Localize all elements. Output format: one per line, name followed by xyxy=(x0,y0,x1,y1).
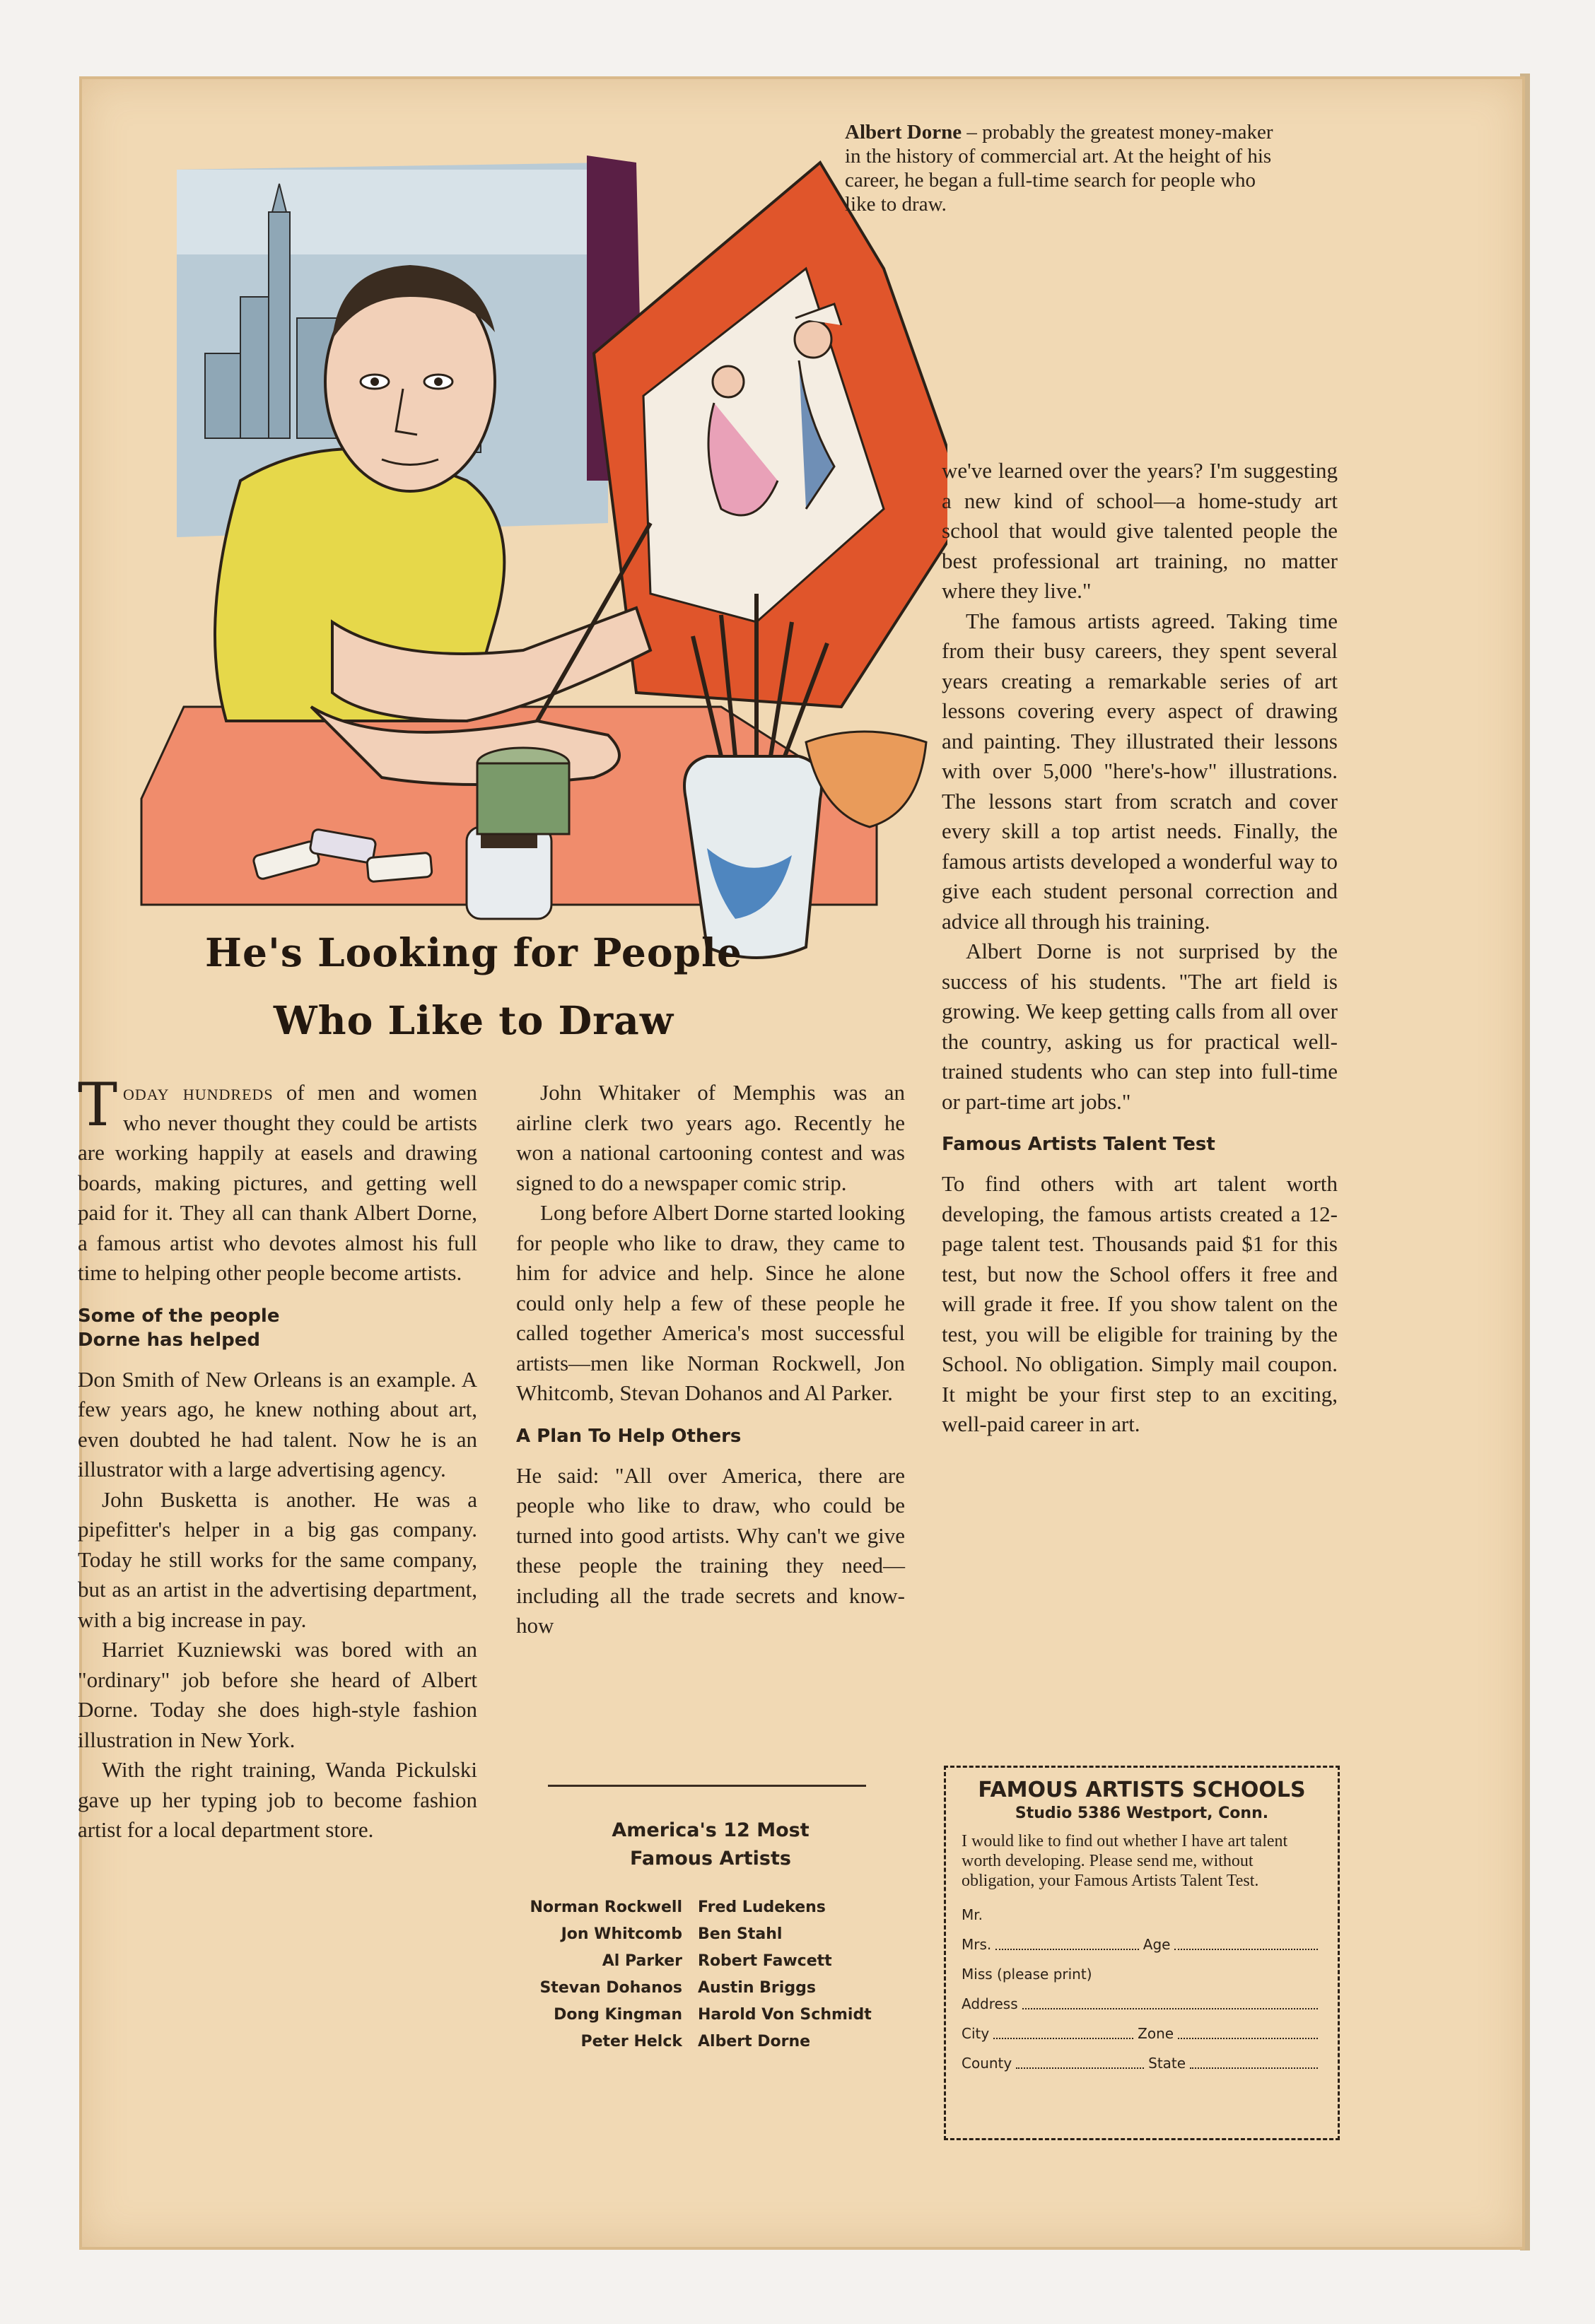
artist-name: Robert Fawcett xyxy=(698,1952,832,1970)
paragraph-john-busketta: John Busketta is another. He was a pipefitter's helper in a big gas company. Today he still works for the same company, but as an artist in the advertising department, with a big increase in pay. xyxy=(78,1486,477,1632)
famous-artists-title xyxy=(516,1817,905,1873)
caption-name: Albert Dorne xyxy=(845,121,962,143)
artist-name: Stevan Dohanos xyxy=(539,1979,682,1997)
coupon-studio xyxy=(962,1803,1322,1824)
mr-label: Mr. xyxy=(962,1906,983,1923)
artist-name: Dong Kingman xyxy=(554,2006,682,2024)
subhead-talent-test: Famous Artists Talent Test xyxy=(942,1134,1215,1155)
famous-artists-title-line-2: Famous Artists xyxy=(630,1848,791,1870)
artist-row xyxy=(510,1921,921,1948)
article-column-3 xyxy=(942,456,1338,1440)
artist-name: Al Parker xyxy=(602,1952,682,1970)
artist-name: Peter Helck xyxy=(580,2033,682,2050)
artist-row xyxy=(510,2002,921,2029)
mrs-label: Mrs. xyxy=(962,1936,992,1953)
artist-name: Jon Whitcomb xyxy=(561,1925,682,1943)
paragraph-not-surprised: Albert Dorne is not surprised by the success of his students. "The art field is growing. We keep getting calls from all over the country, asking us for practical well-trained students who can step into full-time or part-time art jobs." xyxy=(942,939,1338,1114)
address-line xyxy=(1022,2007,1318,2009)
subhead-line-2: Dorne has helped xyxy=(78,1329,260,1351)
famous-artists-title-line-1: America's 12 Most xyxy=(612,1819,810,1841)
divider-rule xyxy=(548,1785,866,1787)
drop-cap: T xyxy=(78,1070,118,1139)
artist-row xyxy=(510,1894,921,1921)
headline-line-2: Who Like to Draw xyxy=(273,997,674,1043)
mrs-field[interactable] xyxy=(962,1935,1322,1954)
zone-line xyxy=(1178,2037,1318,2039)
zone-label: Zone xyxy=(1138,2025,1174,2042)
artist-row xyxy=(510,1975,921,2002)
intro-paragraph xyxy=(78,1070,477,1289)
artist-name: Fred Ludekens xyxy=(698,1898,826,1916)
paragraph-wanda-pickulski: With the right training, Wanda Pickulski gave up her typing job to become fashion artist for a local department store. xyxy=(78,1757,477,1842)
artist-row xyxy=(510,2029,921,2055)
paragraph-continued-quote: we've learned over the years? I'm suggesting a new kind of school—a home-study art school that would give talented people the best professional art training, no matter where they live." xyxy=(942,458,1338,603)
studio-location: Westport, Conn. xyxy=(1126,1804,1269,1822)
coupon-body: I would like to find out whether I have art talent worth developing. Please send me, without obligation, your Famous Artists Talent Test. xyxy=(962,1832,1288,1890)
subhead-line-1: Some of the people xyxy=(78,1305,280,1327)
famous-artists-list xyxy=(510,1894,921,2055)
studio-number: 5386 xyxy=(1077,1804,1121,1822)
intro-text: of men and women who never thought they could be artists are working happily at easels and drawing boards, making pictures, and getting well paid for it. They all can thank Albert Dorne, a famous artist who devotes almost his full time to helping other people become artists. xyxy=(78,1080,477,1285)
age-label: Age xyxy=(1143,1936,1171,1953)
address-label: Address xyxy=(962,1995,1018,2012)
state-label: State xyxy=(1148,2055,1186,2072)
artist-row xyxy=(510,1948,921,1975)
illustration-caption xyxy=(845,120,1283,216)
mrs-line xyxy=(995,1948,1139,1950)
studio-label: Studio xyxy=(1015,1804,1073,1822)
subhead-plan: A Plan To Help Others xyxy=(516,1425,742,1447)
city-line xyxy=(993,2037,1133,2039)
lead-small-caps: oday hundreds xyxy=(123,1080,274,1105)
paragraph-harriet-kuzniewski: Harriet Kuzniewski was bored with an "ordinary" job before she heard of Albert Dorne. Today she does high-style fashion illustration in New York. xyxy=(78,1637,477,1752)
county-label: County xyxy=(962,2055,1012,2072)
city-field[interactable] xyxy=(962,2024,1322,2043)
paragraph-he-said: He said: "All over America, there are people who like to draw, who could be turned into good artists. Why can't we give these people the training they need—including all the trade secrets and know-how xyxy=(516,1462,905,1638)
paragraph-john-whitaker: John Whitaker of Memphis was an airline clerk two years ago. Recently he won a national cartooning contest and was signed to do a newspaper comic strip. xyxy=(516,1080,905,1195)
headline xyxy=(110,919,838,1055)
artist-name: Ben Stahl xyxy=(698,1925,783,1943)
artist-name: Albert Dorne xyxy=(698,2033,811,2050)
miss-label: Miss (please print) xyxy=(962,1966,1092,1983)
city-label: City xyxy=(962,2025,990,2042)
coupon-fields xyxy=(962,1905,1322,2073)
paragraph-don-smith: Don Smith of New Orleans is an example. A few years ago, he knew nothing about art, even doubted he had talent. Now he is an illustrator with a large advertising agency. xyxy=(78,1366,477,1481)
county-field[interactable] xyxy=(962,2053,1322,2073)
article-column-2 xyxy=(516,1078,905,1641)
coupon-title: FAMOUS ARTISTS SCHOOLS xyxy=(978,1778,1306,1802)
albert-dorne-illustration xyxy=(99,85,947,961)
subhead-people-helped xyxy=(78,1304,477,1352)
county-line xyxy=(1016,2067,1144,2069)
mr-field[interactable] xyxy=(962,1905,1322,1925)
mail-coupon[interactable] xyxy=(944,1766,1340,2140)
paragraph-talent-test: To find others with art talent worth developing, the famous artists created a 12-page talent test. Thousands paid $1 for this test, but now the School offers it free and will grade it free. If you show talent on the test, you will be eligible for training by the School. No obligation. Simply mail coupon. It might be your first step to an exciting, well-paid career in art. xyxy=(942,1171,1338,1436)
paragraph-artists-agreed: The famous artists agreed. Taking time from their busy careers, they spent several years creating a remarkable series of art lessons covering every aspect of drawing and painting. They illustrated their lessons with over 5,000 "here's-how" illustrations. The lessons start from scratch and cover every skill a top artist needs. Finally, the famous artists developed a wonderful way to give each student personal correction and advice all through his training. xyxy=(942,608,1338,934)
state-line xyxy=(1190,2067,1318,2069)
age-line xyxy=(1174,1948,1318,1950)
artist-name: Austin Briggs xyxy=(698,1979,816,1997)
paragraph-long-before: Long before Albert Dorne started looking for people who like to draw, they came to him for advice and help. Since he alone could only help a few of these people he called together America's most successful artists—men like Norman Rockwell, Jon Whitcomb, Stevan Dohanos and Al Parker. xyxy=(516,1200,905,1405)
address-field[interactable] xyxy=(962,1994,1322,2014)
headline-line-1: He's Looking for People xyxy=(205,929,742,975)
article-column-1 xyxy=(78,1070,477,1845)
caption-text: – probably the greatest money-maker in the history of commercial art. At the height of his career, he began a full-time search for people who like to draw. xyxy=(845,121,1273,216)
artist-name: Norman Rockwell xyxy=(530,1898,682,1916)
artist-name: Harold Von Schmidt xyxy=(698,2006,872,2024)
miss-field[interactable] xyxy=(962,1964,1322,1984)
